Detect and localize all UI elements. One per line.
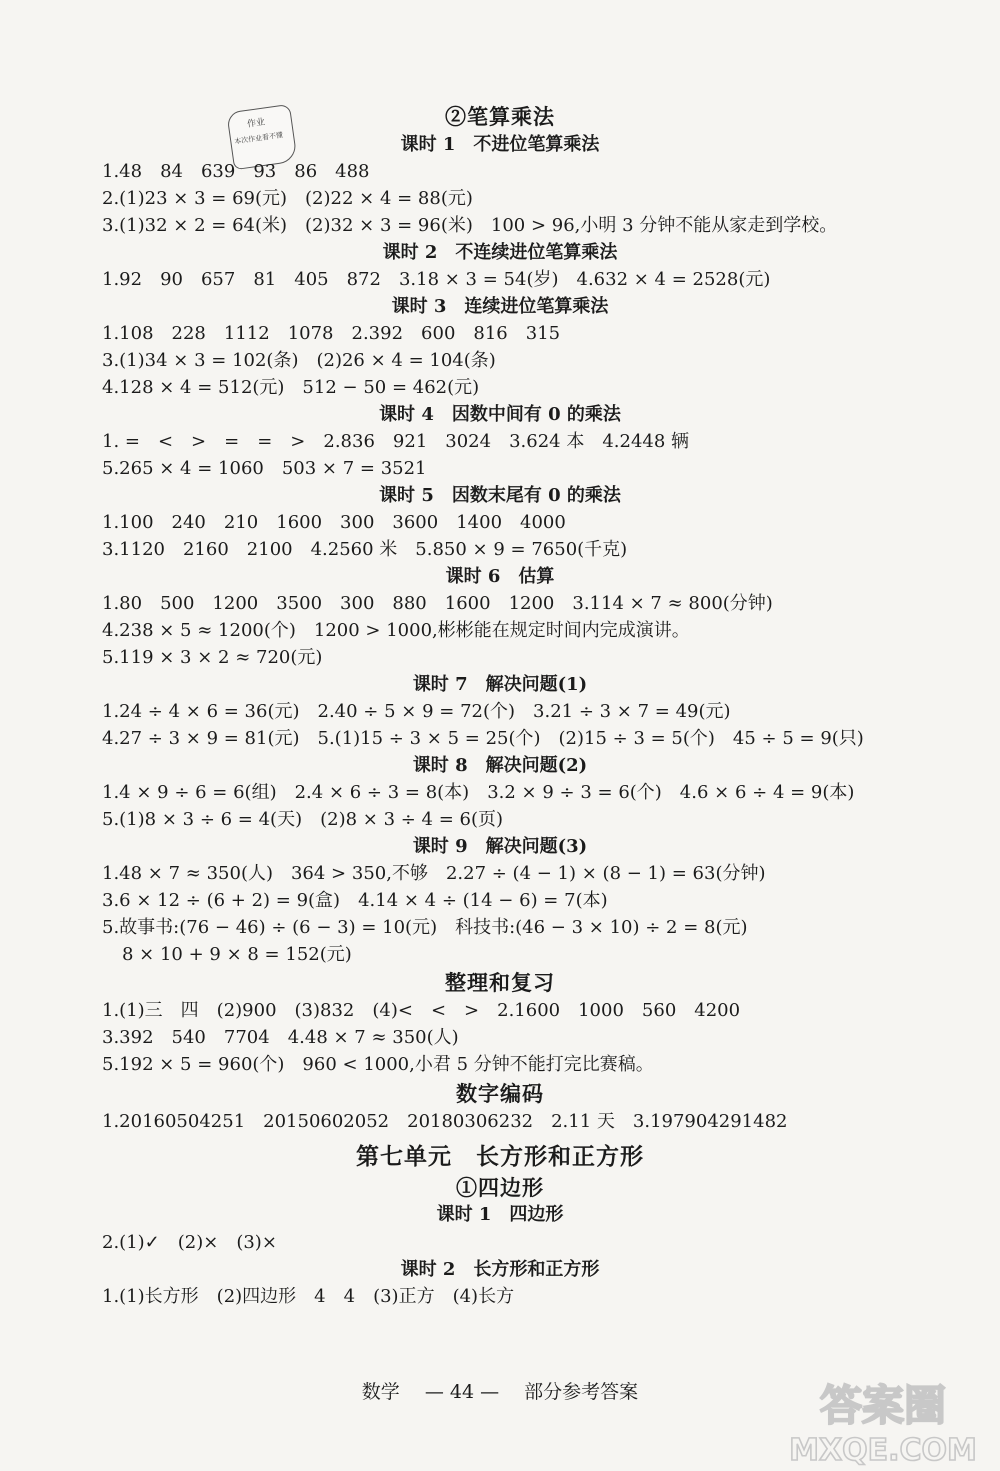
stamp-line1: 作业 [246, 117, 266, 130]
answer-line: 3.6 × 12 ÷ (6 + 2) = 9(盒) 4.14 × 4 ÷ (14 − 6) = 7(本) [102, 890, 608, 911]
answer-line: 1.24 ÷ 4 × 6 = 36(元) 2.40 ÷ 5 × 9 = 72(个) 3.21 ÷ 3 × 7 = 49(元) [102, 701, 731, 722]
answer-line: 1.48 84 639 93 86 488 [102, 161, 370, 182]
stamp-line2: 本次作业看不懂 [233, 131, 284, 146]
answer-line: 1.20160504251 20150602052 20180306232 2.11 天 3.197904291482 [102, 1111, 788, 1132]
answer-line: 4.27 ÷ 3 × 9 = 81(元) 5.(1)15 ÷ 3 × 5 = 25(个) (2)15 ÷ 3 = 5(个) 45 ÷ 5 = 9(只) [102, 728, 864, 749]
answer-line: 1.48 × 7 ≈ 350(人) 364 > 350,不够 2.27 ÷ (4 − 1) × (8 − 1) = 63(分钟) [102, 863, 766, 884]
section-title-multiplication: ②笔算乘法 [445, 104, 555, 129]
answer-line: 4.238 × 5 ≈ 1200(个) 1200 > 1000,彬彬能在规定时间内完成演讲。 [102, 620, 690, 641]
lesson-7-title: 课时 7 解决问题(1) [412, 674, 588, 695]
lesson-6-title: 课时 6 估算 [445, 566, 555, 587]
footer-label: 部分参考答案 [524, 1381, 639, 1403]
answer-line: 1.100 240 210 1600 300 3600 1400 4000 [102, 512, 566, 533]
watermark-logo [788, 1372, 978, 1467]
answer-line: 1.4 × 9 ÷ 6 = 6(组) 2.4 × 6 ÷ 3 = 8(本) 3.2 × 9 ÷ 3 = 6(个) 4.6 × 6 ÷ 4 = 9(本) [102, 782, 855, 803]
coding-title: 数字编码 [456, 1081, 544, 1106]
lesson-8-title: 课时 8 解决问题(2) [412, 755, 588, 776]
answer-line: 5.故事书:(76 − 46) ÷ (6 − 3) = 10(元) 科技书:(46 − 3 × 10) ÷ 2 = 8(元) [102, 917, 748, 938]
answer-line: 1.80 500 1200 3500 300 880 1600 1200 3.114 × 7 ≈ 800(分钟) [102, 593, 773, 614]
answer-line: 1.(1)三 四 (2)900 (3)832 (4)< < > 2.1600 1000 560 4200 [102, 1000, 741, 1021]
answer-line: 1.92 90 657 81 405 872 3.18 × 3 = 54(岁) 4.632 × 4 = 2528(元) [102, 269, 771, 290]
answer-line: 1. = < > = = > 2.836 921 3024 3.624 本 4.2448 辆 [102, 431, 690, 452]
answer-line: 5.(1)8 × 3 ÷ 6 = 4(天) (2)8 × 3 ÷ 4 = 6(页) [102, 809, 504, 830]
section-title-quadrilateral: ①四边形 [456, 1175, 544, 1200]
watermark-url: MXQE.COM [789, 1433, 977, 1467]
unit-7-title: 第七单元 长方形和正方形 [356, 1143, 644, 1170]
answer-line: 3.(1)34 × 3 = 102(条) (2)26 × 4 = 104(条) [102, 350, 496, 371]
answer-line: 1.(1)长方形 (2)四边形 4 4 (3)正方 (4)长方 [102, 1286, 515, 1307]
answer-line: 5.119 × 3 × 2 ≈ 720(元) [102, 647, 323, 668]
lesson-2-title: 课时 2 不连续进位笔算乘法 [382, 242, 618, 263]
lesson-3-title: 课时 3 连续进位笔算乘法 [391, 296, 609, 317]
answer-line: 3.1120 2160 2100 4.2560 米 5.850 × 9 = 7650(千克) [102, 539, 628, 560]
answer-line: 5.192 × 5 = 960(个) 960 < 1000,小君 5 分钟不能打完比赛稿。 [102, 1054, 654, 1075]
lesson-4-title: 课时 4 因数中间有 0 的乘法 [379, 404, 621, 425]
answer-line: 1.108 228 1112 1078 2.392 600 816 315 [102, 323, 561, 344]
footer-subject: 数学 [361, 1381, 400, 1403]
answer-line: 2.(1)23 × 3 = 69(元) (2)22 × 4 = 88(元) [102, 188, 473, 209]
watermark-main: 答案圈 [819, 1381, 947, 1430]
lesson-1-title: 课时 1 不进位笔算乘法 [400, 134, 600, 155]
answer-line: 5.265 × 4 = 1060 503 × 7 = 3521 [102, 458, 427, 479]
answer-line: 4.128 × 4 = 512(元) 512 − 50 = 462(元) [102, 377, 480, 398]
answer-line: 3.392 540 7704 4.48 × 7 ≈ 350(人) [102, 1027, 459, 1048]
review-title: 整理和复习 [445, 970, 555, 995]
lesson-5-title: 课时 5 因数末尾有 0 的乘法 [379, 485, 621, 506]
answer-line: 8 × 10 + 9 × 8 = 152(元) [122, 944, 352, 965]
lesson-9-title: 课时 9 解决问题(3) [412, 836, 588, 857]
answer-line: 2.(1)✓ (2)× (3)× [102, 1232, 277, 1253]
unit7-lesson-1-title: 课时 1 四边形 [436, 1204, 564, 1225]
answer-line: 3.(1)32 × 2 = 64(米) (2)32 × 3 = 96(米) 100 > 96,小明 3 分钟不能从家走到学校。 [102, 215, 838, 236]
unit7-lesson-2-title: 课时 2 长方形和正方形 [400, 1259, 600, 1280]
page-number: — 44 — [424, 1381, 500, 1403]
